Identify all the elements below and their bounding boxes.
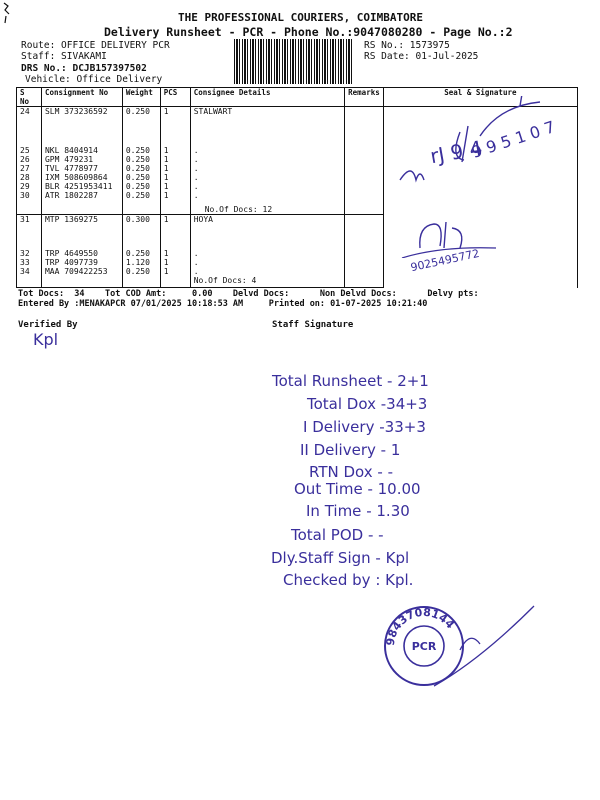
cell-weight: 0.250	[122, 191, 160, 200]
cell-sno: 26	[17, 155, 42, 164]
doc-count: No.Of Docs: 12	[190, 200, 344, 215]
stamp-ring-text: 9843708144	[383, 605, 457, 647]
cell-sno: 27	[17, 164, 42, 173]
cell-consignee: .	[190, 267, 344, 276]
doc-count: No.Of Docs: 4	[190, 276, 344, 288]
signature-group-1-text: rJ 9 4	[428, 135, 484, 169]
cell-pcs: 1	[160, 182, 190, 191]
summary-dly-staff-sign: Dly.Staff Sign - Kpl	[271, 549, 410, 567]
cell-consignment: IXM 508609864	[41, 173, 122, 182]
cell-pcs: 1	[160, 155, 190, 164]
summary-rtn-dox: RTN Dox - -	[309, 463, 394, 481]
route-label: Route: OFFICE DELIVERY PCR	[21, 40, 170, 51]
vehicle-label: Vehicle: Office Delivery	[25, 74, 163, 85]
cell-pcs: 1	[160, 249, 190, 258]
cell-weight: 0.250	[122, 173, 160, 182]
cell-weight: 0.250	[122, 182, 160, 191]
col-remarks: Remarks	[345, 88, 384, 107]
summary-total-pod: Total POD - -	[291, 526, 384, 544]
cell-pcs: 1	[160, 258, 190, 267]
cell-consignment: MTP 1369275	[41, 215, 122, 249]
summary-in-time: In Time - 1.30	[306, 502, 410, 520]
cell-weight: 0.250	[122, 146, 160, 155]
summary-out-time: Out Time - 10.00	[294, 480, 421, 498]
cell-weight: 1.120	[122, 258, 160, 267]
cell-consignee: .	[190, 249, 344, 258]
cell-weight: 0.250	[122, 107, 160, 146]
cell-remarks	[345, 249, 384, 258]
runsheet-subtitle: Delivery Runsheet - PCR - Phone No.:9047080280 - Page No.:2	[104, 25, 513, 39]
cell-sno: 33	[17, 258, 42, 267]
cell-pcs: 1	[160, 164, 190, 173]
cell-pcs: 1	[160, 107, 190, 146]
cell-sno: 29	[17, 182, 42, 191]
col-consignment: Consignment No	[41, 88, 122, 107]
verified-by-label: Verified By	[18, 320, 78, 330]
cell-pcs: 1	[160, 191, 190, 200]
rs-no-label: RS No.: 1573975	[364, 40, 450, 51]
cell-remarks	[345, 155, 384, 164]
cell-consignee: .	[190, 155, 344, 164]
stamp-center-text: PCR	[411, 640, 437, 653]
cell-sno: 34	[17, 267, 42, 276]
cell-consignment: SLM 373236592	[41, 107, 122, 146]
summary-second-delivery: II Delivery - 1	[300, 441, 401, 459]
col-pcs: PCS	[160, 88, 190, 107]
cell-sno: 32	[17, 249, 42, 258]
cell-consignee: .	[190, 146, 344, 155]
cell-consignee: .	[190, 173, 344, 182]
cell-consignee: .	[190, 182, 344, 191]
cell-pcs: 1	[160, 173, 190, 182]
cell-remarks	[345, 173, 384, 182]
cell-consignee: .	[190, 164, 344, 173]
cell-pcs: 1	[160, 146, 190, 155]
stamp-signature-stroke	[430, 600, 540, 690]
cell-weight: 0.250	[122, 267, 160, 276]
cell-remarks	[345, 182, 384, 191]
cell-consignment: ATR 1802287	[41, 191, 122, 200]
cell-remarks	[345, 215, 384, 249]
cell-remarks	[345, 267, 384, 276]
rs-date-label: RS Date: 01-Jul-2025	[364, 51, 479, 62]
cell-sno: 25	[17, 146, 42, 155]
scan-mark	[2, 2, 12, 24]
company-title: THE PROFESSIONAL COURIERS, COIMBATORE	[178, 11, 424, 24]
cell-remarks	[345, 258, 384, 267]
cell-weight: 0.250	[122, 249, 160, 258]
cell-sno: 31	[17, 215, 42, 249]
verified-initials: Kpl	[33, 330, 59, 349]
cell-consignment: GPM 479231	[41, 155, 122, 164]
staff-signature-label: Staff Signature	[272, 320, 354, 330]
cell-sno: 30	[17, 191, 42, 200]
col-weight: Weight	[122, 88, 160, 107]
cell-consignee: .	[190, 258, 344, 267]
cell-weight: 0.300	[122, 215, 160, 249]
col-seal-signature: Seal & Signature	[383, 88, 577, 107]
cell-weight: 0.250	[122, 155, 160, 164]
signature-stroke-icon	[430, 600, 540, 690]
cell-consignment: TVL 4778977	[41, 164, 122, 173]
cell-remarks	[345, 146, 384, 155]
cell-consignment: BLR 4251953411	[41, 182, 122, 191]
cell-pcs: 1	[160, 267, 190, 276]
summary-total-runsheet: Total Runsheet - 2+1	[272, 372, 429, 390]
cell-consignment: TRP 4097739	[41, 258, 122, 267]
cell-remarks	[345, 107, 384, 146]
cell-weight: 0.250	[122, 164, 160, 173]
cell-consignment: TRP 4649550	[41, 249, 122, 258]
staff-label: Staff: SIVAKAMI	[21, 51, 107, 62]
cell-consignee: STALWART	[190, 107, 344, 146]
cell-consignee: .	[190, 191, 344, 200]
entered-by-line: Entered By :MENAKAPCR 07/01/2025 10:18:53 AM Printed on: 01-07-2025 10:21:40	[18, 299, 428, 309]
col-consignee: Consignee Details	[190, 88, 344, 107]
cell-pcs: 1	[160, 215, 190, 249]
cell-consignment: MAA 709422253	[41, 267, 122, 276]
summary-total-dox: Total Dox -34+3	[307, 395, 428, 413]
barcode-drs	[234, 60, 354, 84]
signature-group-1-numbers: 9 9 5 1 0 7	[469, 117, 558, 162]
cell-remarks	[345, 164, 384, 173]
cell-sno: 24	[17, 107, 42, 146]
cell-consignment: NKL 8404914	[41, 146, 122, 155]
scan-mark-icon	[2, 2, 12, 24]
cell-remarks	[345, 191, 384, 200]
signature-group-2-phone: 9025495772	[409, 246, 481, 275]
summary-first-delivery: I Delivery -33+3	[303, 418, 426, 436]
col-sno: S No	[17, 88, 42, 107]
summary-checked-by: Checked by : Kpl.	[283, 571, 414, 589]
totals-line: Tot Docs: 34 Tot COD Amt: 0.00 Delvd Docs: Non Delvd Docs: Delvy pts:	[18, 289, 479, 299]
cell-consignee: HOYA	[190, 215, 344, 249]
cell-sno: 28	[17, 173, 42, 182]
drs-label: DRS No.: DCJB157397502	[21, 63, 147, 74]
